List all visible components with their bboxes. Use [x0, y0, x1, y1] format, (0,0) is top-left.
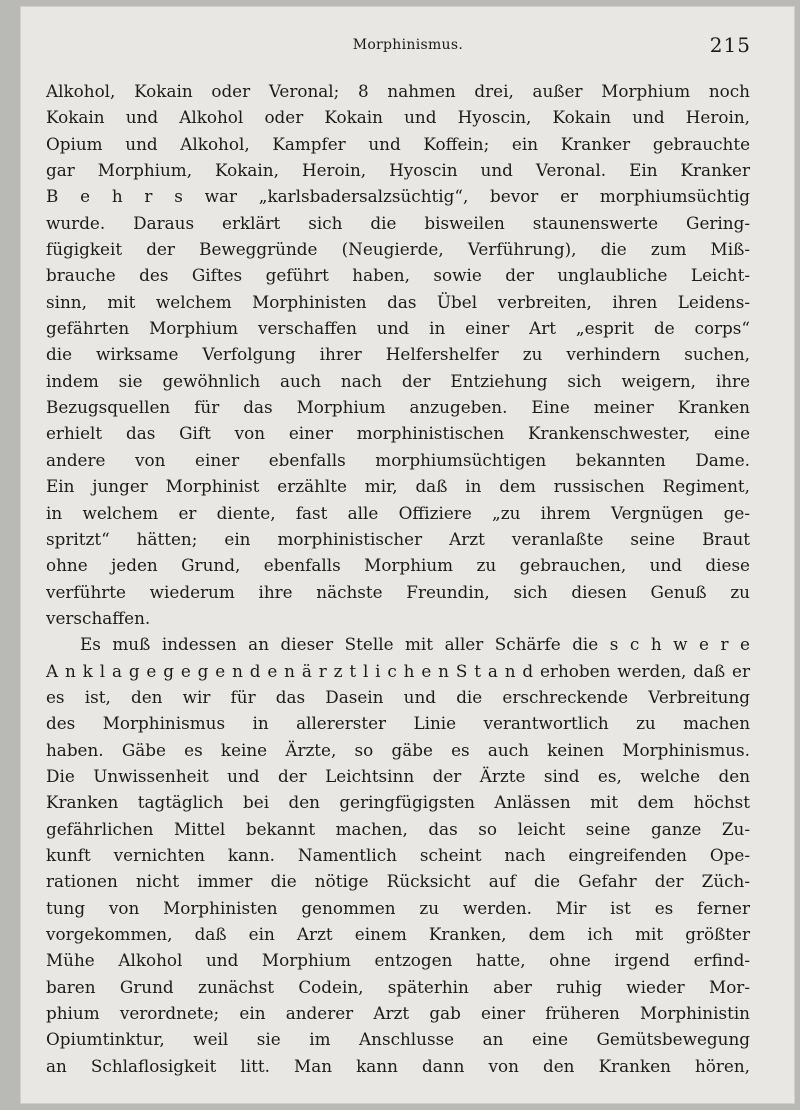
text-line: tung von Morphinisten genommen zu werden. Mir ist es ferner [46, 897, 750, 918]
text-line: Kokain und Alkohol oder Kokain und Hyoscin, Kokain und Heroin, [46, 107, 750, 128]
text-line: des Morphinismus in allererster Linie verantwortlich zu machen [46, 713, 750, 734]
text-line: baren Grund zunächst Codein, späterhin aber ruhig wieder Mor- [46, 976, 750, 997]
text-line: sinn, mit welchem Morphinisten das Übel verbreiten, ihren Leidens- [46, 291, 750, 312]
text-line: haben. Gäbe es keine Ärzte, so gäbe es auch keinen Morphinismus. [46, 739, 750, 760]
text-line: es ist, den wir für das Dasein und die erschreckende Verbreitung [46, 686, 750, 707]
running-title: Morphinismus. [352, 37, 464, 53]
text-line: phium verordnete; ein anderer Arzt gab einer früheren Morphinistin [46, 1003, 750, 1024]
text-line-paragraph-end: verschaffen. [46, 607, 151, 628]
text-line: erhielt das Gift von einer morphinistischen Krankenschwester, eine [46, 423, 750, 444]
page-number: 215 [709, 33, 751, 57]
text-line: brauche des Giftes geführt haben, sowie der unglaubliche Leicht- [46, 265, 750, 286]
text-line: fügigkeit der Beweggründe (Neugierde, Verführung), die zum Miß- [46, 239, 750, 260]
text-line: Mühe Alkohol und Morphium entzogen hatte, ohne irgend erfind- [46, 950, 750, 971]
text-line: in welchem er diente, fast alle Offiziere „zu ihrem Vergnügen ge- [46, 502, 750, 523]
text-line: gefährten Morphium verschaffen und in einer Art „esprit de corps“ [46, 318, 750, 339]
text-line: rationen nicht immer die nötige Rücksicht auf die Gefahr der Züch- [46, 871, 750, 892]
text-line: Opiumtinktur, weil sie im Anschlusse an eine Gemütsbewegung [46, 1029, 750, 1050]
book-page [20, 6, 795, 1104]
text-line: Ein junger Morphinist erzählte mir, daß in dem russischen Regiment, [46, 476, 750, 497]
text-line: Opium und Alkohol, Kampfer und Koffein; ein Kranker gebrauchte [46, 133, 750, 154]
text-line: B e h r s war „karlsbadersalzsüchtig“, bevor er morphiumsüchtig [46, 186, 750, 207]
text-line: kunft vernichten kann. Namentlich scheint nach eingreifenden Ope- [46, 844, 750, 865]
running-header [46, 34, 751, 56]
text-line: A n k l a g e g e g e n d e n ä r z t l i c h e n S t a n d erhoben werden, daß er [46, 660, 750, 681]
text-line: gefährlichen Mittel bekannt machen, das so leicht seine ganze Zu- [46, 818, 750, 839]
text-line: die wirksame Verfolgung ihrer Helfershelfer zu verhindern suchen, [46, 344, 750, 365]
text-line: andere von einer ebenfalls morphiumsüchtigen bekannten Dame. [46, 449, 750, 470]
text-line: gar Morphium, Kokain, Heroin, Hyoscin und Veronal. Ein Kranker [46, 160, 750, 181]
text-line: an Schlaflosigkeit litt. Man kann dann von den Kranken hören, [46, 1055, 750, 1076]
text-line: wurde. Daraus erklärt sich die bisweilen staunenswerte Gering- [46, 212, 750, 233]
text-line: ohne jeden Grund, ebenfalls Morphium zu gebrauchen, und diese [46, 555, 750, 576]
text-line: verführte wiederum ihre nächste Freundin, sich diesen Genuß zu [46, 581, 750, 602]
text-line: Alkohol, Kokain oder Veronal; 8 nahmen drei, außer Morphium noch [46, 81, 750, 101]
text-line-paragraph-start: Es muß indessen an dieser Stelle mit aller Schärfe die s c h w e r e [80, 634, 750, 655]
text-line: Die Unwissenheit und der Leichtsinn der Ärzte sind es, welche den [46, 765, 750, 786]
text-line: Bezugsquellen für das Morphium anzugeben. Eine meiner Kranken [46, 397, 750, 418]
body-text [46, 78, 750, 1079]
text-line: vorgekommen, daß ein Arzt einem Kranken, dem ich mit größter [46, 924, 750, 944]
text-line: Kranken tagtäglich bei den geringfügigsten Anlässen mit dem höchst [46, 792, 750, 813]
text-line: spritzt“ hätten; ein morphinistischer Arzt veranlaßte seine Braut [46, 528, 750, 549]
text-line: indem sie gewöhnlich auch nach der Entziehung sich weigern, ihre [46, 370, 750, 391]
